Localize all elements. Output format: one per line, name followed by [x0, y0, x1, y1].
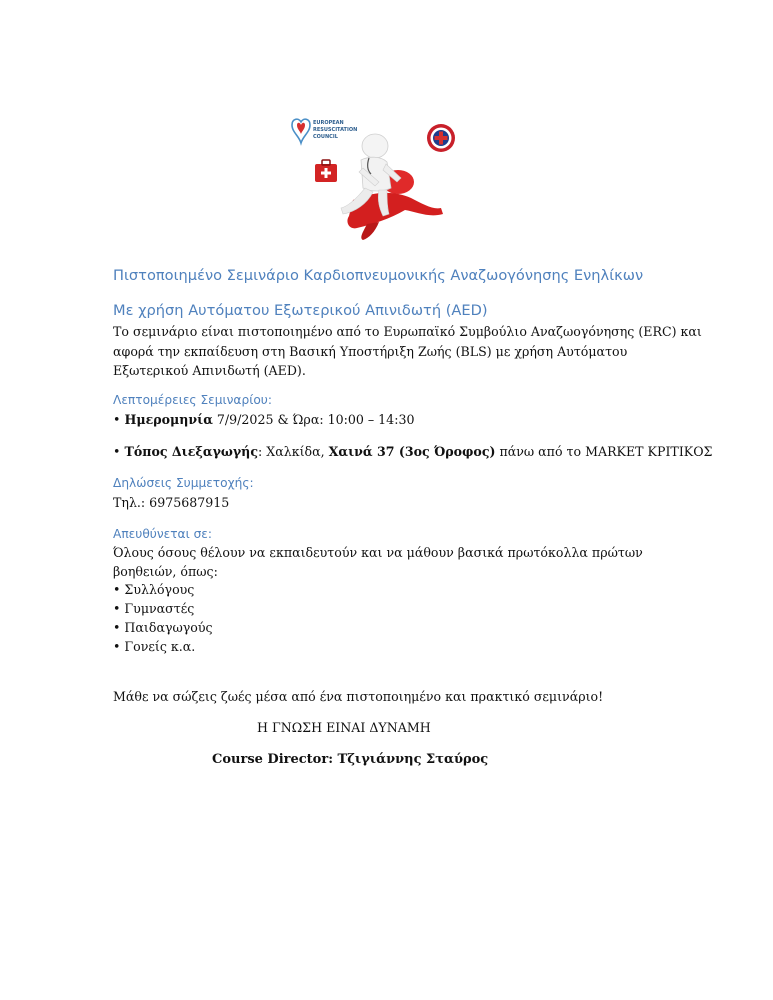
bullet: • [113, 444, 121, 459]
erc-logo-line-2: RESUSCITATION [313, 127, 358, 133]
motto: Η ΓΝΩΣΗ ΕΙΝΑΙ ΔΥΝΑΜΗ [257, 720, 431, 735]
location-line [113, 442, 712, 462]
intro-paragraph [113, 322, 702, 381]
intro-line: Το σεμινάριο είναι πιστοποιημένο από το Ευρωπαϊκό Συμβούλιο Αναζωογόνησης (ERC) και [113, 324, 702, 339]
course-director: Course Director: Τζιγιάννης Σταύρος [212, 752, 489, 767]
audience-heading: Απευθύνεται σε: [113, 527, 213, 541]
closing-line: Μάθε να σώζεις ζωές μέσα από ένα πιστοποιημένο και πρακτικό σεμινάριο! [113, 689, 604, 704]
audience-item: • Γυμναστές [113, 601, 195, 617]
audience-item: • Συλλόγους [113, 582, 195, 598]
seminar-subtitle: Με χρήση Αυτόματου Εξωτερικού Απινιδωτή (AED) [113, 302, 488, 319]
erc-logo [292, 119, 357, 143]
audience-line: Όλους όσους θέλουν να εκπαιδευτούν και να μάθουν βασικά πρωτόκολλα πρώτων [113, 545, 643, 560]
location-address: Χαινά 37 (3ος Όροφος) [328, 444, 496, 459]
location-city: : Χαλκίδα, [258, 444, 329, 459]
intro-line: αφορά την εκπαίδευση στη Βασική Υποστήριξη Ζωής (BLS) με χρήση Αυτόματου [113, 343, 628, 359]
society-seal [427, 124, 455, 152]
registration-phone: Τηλ.: 6975687915 [113, 495, 230, 510]
date-value: 7/9/2025 & Ώρα: 10:00 – 14:30 [212, 412, 415, 427]
header-illustration [283, 112, 473, 248]
registration-heading: Δηλώσεις Συμμετοχής: [113, 476, 254, 490]
location-rest: πάνω από το MARKET ΚΡΙΤΙΚΟΣ [495, 444, 713, 459]
audience-item: • Γονείς κ.α. [113, 638, 196, 654]
date-label: Ημερομηνία [124, 412, 213, 427]
erc-logo-line-3: COUNCIL [313, 134, 338, 140]
audience-list [113, 544, 643, 656]
erc-logo-line-1: EUROPEAN [313, 120, 344, 126]
details-heading: Λεπτομέρειες Σεμιναρίου: [113, 393, 272, 407]
audience-line: βοηθειών, όπως: [113, 563, 218, 579]
audience-item: • Παιδαγωγούς [113, 619, 213, 635]
date-line [113, 410, 414, 430]
bullet: • [113, 412, 121, 427]
intro-line: Εξωτερικού Απινιδωτή (AED). [113, 363, 306, 378]
first-aid-illustration [315, 134, 443, 240]
location-label: Τόπος Διεξαγωγής [124, 444, 259, 459]
seminar-title: Πιστοποιημένο Σεμινάριο Καρδιοπνευμονικής Αναζωογόνησης Ενηλίκων [113, 267, 644, 284]
